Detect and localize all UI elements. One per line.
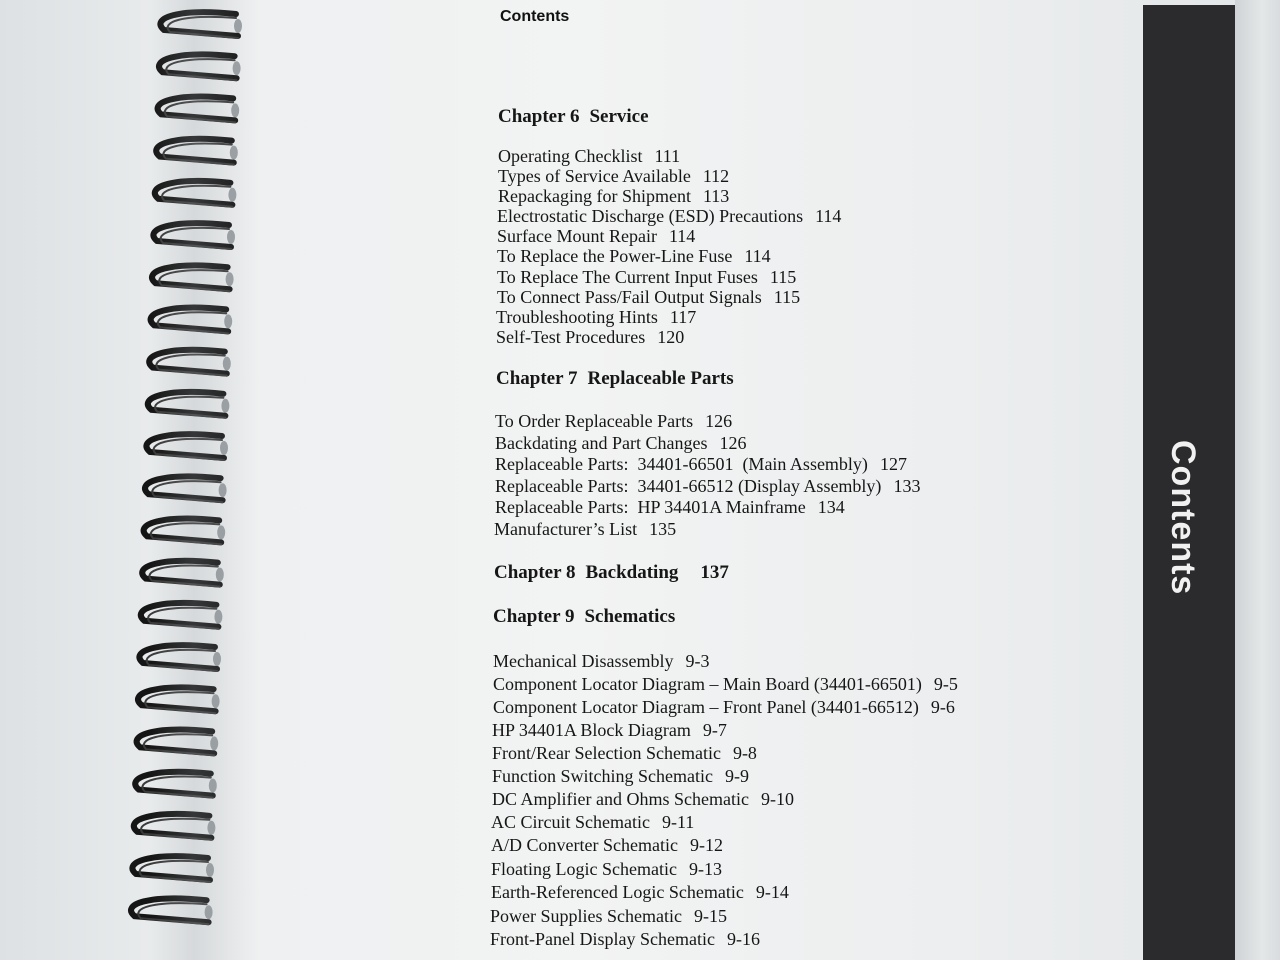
entry-title: Surface Mount Repair bbox=[497, 226, 657, 246]
chapter-page: 137 bbox=[700, 562, 729, 583]
toc-entry[interactable] bbox=[491, 859, 722, 880]
toc-entry[interactable] bbox=[492, 766, 749, 787]
toc-entry[interactable] bbox=[491, 812, 694, 833]
toc-entry[interactable] bbox=[491, 835, 723, 856]
entry-title: DC Amplifier and Ohms Schematic bbox=[492, 789, 749, 809]
entry-title: Manufacturer’s List bbox=[494, 519, 638, 539]
entry-page: 111 bbox=[654, 146, 681, 166]
toc-entry[interactable] bbox=[495, 497, 845, 518]
entry-title: Electrostatic Discharge (ESD) Precautions bbox=[497, 206, 804, 226]
entry-page: 115 bbox=[769, 267, 797, 287]
entry-title: Self-Test Procedures bbox=[496, 327, 646, 347]
entry-title: Replaceable Parts: 34401-66512 (Display Assembly) bbox=[495, 476, 882, 496]
entry-page: 114 bbox=[668, 226, 696, 246]
entry-page: 113 bbox=[702, 186, 730, 206]
toc-entry[interactable] bbox=[497, 246, 771, 267]
entry-page: 120 bbox=[657, 327, 685, 347]
toc-entry[interactable] bbox=[496, 327, 684, 348]
entry-page: 9-8 bbox=[732, 743, 757, 763]
toc-entry[interactable] bbox=[492, 743, 757, 764]
entry-page: 9-10 bbox=[760, 789, 794, 809]
entry-title: Front-Panel Display Schematic bbox=[490, 929, 715, 949]
chapter-title: Replaceable Parts bbox=[587, 368, 734, 389]
chapter-8-heading[interactable] bbox=[494, 562, 729, 584]
entry-title: To Connect Pass/Fail Output Signals bbox=[497, 287, 762, 307]
entry-page: 115 bbox=[773, 287, 801, 307]
entry-page: 114 bbox=[815, 206, 842, 226]
toc-entry[interactable] bbox=[497, 206, 841, 227]
entry-page: 117 bbox=[669, 307, 697, 327]
toc-entry[interactable] bbox=[491, 882, 789, 903]
toc-entry[interactable] bbox=[492, 720, 727, 741]
entry-title: Replaceable Parts: HP 34401A Mainframe bbox=[495, 497, 806, 517]
entry-title: To Replace the Power-Line Fuse bbox=[497, 246, 733, 266]
entry-page: 9-7 bbox=[702, 720, 727, 740]
section-tab-label: Contents bbox=[1164, 440, 1202, 596]
entry-page: 9-13 bbox=[688, 859, 722, 879]
entry-page: 114 bbox=[744, 246, 771, 266]
toc-entry[interactable] bbox=[495, 476, 920, 497]
entry-title: Earth-Referenced Logic Schematic bbox=[491, 882, 744, 902]
entry-title: Floating Logic Schematic bbox=[491, 859, 677, 879]
entry-title: Troubleshooting Hints bbox=[496, 307, 658, 327]
toc-entry[interactable] bbox=[493, 651, 709, 672]
chapter-title: Service bbox=[589, 106, 649, 127]
entry-page: 9-9 bbox=[724, 766, 749, 786]
entry-title: Component Locator Diagram – Main Board (34401-66501) bbox=[493, 674, 922, 694]
chapter-7-heading[interactable] bbox=[496, 368, 734, 390]
toc-entry[interactable] bbox=[498, 166, 729, 187]
entry-title: Types of Service Available bbox=[498, 166, 691, 186]
entry-page: 135 bbox=[649, 519, 677, 539]
toc-entry[interactable] bbox=[492, 789, 794, 810]
toc-entry[interactable] bbox=[497, 287, 800, 308]
page-header-label: Contents bbox=[500, 8, 570, 25]
entry-title: Mechanical Disassembly bbox=[493, 651, 674, 671]
chapter-number: Chapter 6 bbox=[498, 106, 580, 127]
chapter-9-heading[interactable] bbox=[493, 606, 675, 628]
page-edge bbox=[1235, 0, 1280, 960]
entry-page: 126 bbox=[719, 433, 747, 453]
entry-page: 9-14 bbox=[755, 882, 789, 902]
entry-title: Replaceable Parts: 34401-66501 (Main Assembly) bbox=[495, 454, 868, 474]
entry-title: Backdating and Part Changes bbox=[495, 433, 708, 453]
toc-entry[interactable] bbox=[496, 307, 696, 328]
toc-entry[interactable] bbox=[498, 146, 680, 167]
entry-title: Operating Checklist bbox=[498, 146, 643, 166]
toc-entry[interactable] bbox=[494, 519, 676, 540]
toc-entry[interactable] bbox=[495, 433, 746, 454]
toc-entry[interactable] bbox=[495, 411, 732, 432]
toc-entry[interactable] bbox=[497, 267, 796, 288]
entry-title: Component Locator Diagram – Front Panel (34401-66512) bbox=[493, 697, 919, 717]
toc-entry[interactable] bbox=[490, 929, 760, 950]
chapter-number: Chapter 7 bbox=[496, 368, 578, 389]
entry-title: To Replace The Current Input Fuses bbox=[497, 267, 758, 287]
entry-title: AC Circuit Schematic bbox=[491, 812, 650, 832]
chapter-6-heading[interactable] bbox=[498, 106, 649, 128]
entry-title: Function Switching Schematic bbox=[492, 766, 713, 786]
chapter-title: Backdating bbox=[585, 562, 679, 583]
entry-title: A/D Converter Schematic bbox=[491, 835, 678, 855]
entry-page: 133 bbox=[893, 476, 921, 496]
entry-title: Repackaging for Shipment bbox=[498, 186, 691, 206]
entry-title: Front/Rear Selection Schematic bbox=[492, 743, 721, 763]
entry-page: 9-3 bbox=[685, 651, 710, 671]
entry-title: HP 34401A Block Diagram bbox=[492, 720, 691, 740]
chapter-title: Schematics bbox=[584, 606, 676, 627]
entry-page: 134 bbox=[817, 497, 845, 517]
toc-entry[interactable] bbox=[493, 674, 958, 695]
entry-title: Power Supplies Schematic bbox=[490, 906, 682, 926]
entry-page: 112 bbox=[702, 166, 730, 186]
entry-page: 9-5 bbox=[933, 674, 958, 694]
toc-entry[interactable] bbox=[493, 697, 955, 718]
toc-entry[interactable] bbox=[490, 906, 727, 927]
toc-entry[interactable] bbox=[497, 226, 695, 247]
entry-title: To Order Replaceable Parts bbox=[495, 411, 694, 431]
entry-page: 126 bbox=[705, 411, 733, 431]
entry-page: 9-12 bbox=[689, 835, 723, 855]
toc-entry[interactable] bbox=[498, 186, 729, 207]
entry-page: 9-11 bbox=[661, 812, 695, 832]
entry-page: 9-6 bbox=[930, 697, 955, 717]
entry-page: 127 bbox=[879, 454, 907, 474]
entry-page: 9-15 bbox=[693, 906, 727, 926]
chapter-number: Chapter 8 bbox=[494, 562, 576, 583]
toc-entry[interactable] bbox=[495, 454, 907, 475]
entry-page: 9-16 bbox=[726, 929, 760, 949]
chapter-number: Chapter 9 bbox=[493, 606, 575, 627]
